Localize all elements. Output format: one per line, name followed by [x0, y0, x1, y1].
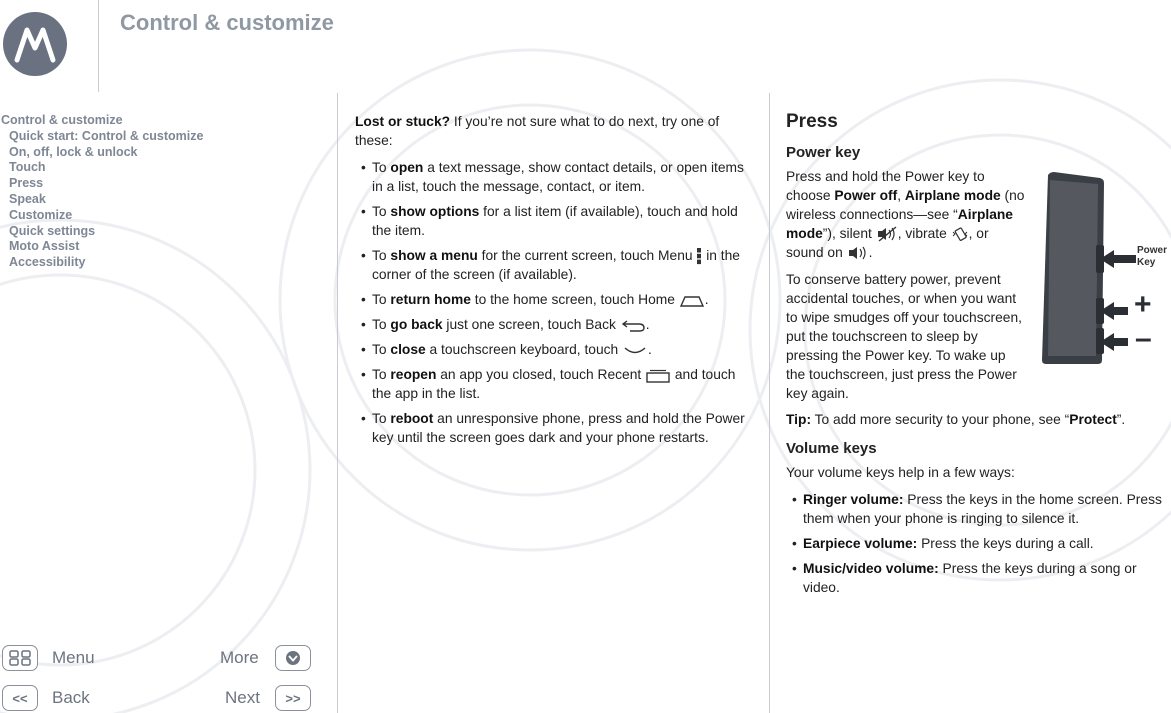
list-item: • To show options for a list item (if available), touch and hold the item. [355, 202, 753, 240]
motorola-m-icon [13, 24, 57, 64]
power-arrow-icon [1100, 250, 1136, 268]
tips-list [355, 158, 753, 447]
toc-item-quick-settings[interactable]: Quick settings [9, 223, 96, 238]
list-item: • Earpiece volume: Press the keys during a call. [786, 534, 1166, 553]
silent-icon [876, 226, 898, 242]
power-key-paragraph-2: To conserve battery power, prevent accidental touches, or when you want to wipe smudges off your touchscreen, put the touchscreen to sleep by pressing the Power key. To wake up the touchscreen, just press the Power key again. [786, 272, 1022, 401]
home-icon [679, 294, 705, 308]
list-item: • To return home to the home screen, touch Home . [355, 290, 753, 309]
volume-list [786, 490, 1166, 597]
volume-down-arrow-icon [1100, 333, 1128, 351]
list-item: • To close a touchscreen keyboard, touch . [355, 340, 753, 359]
vibrate-icon [951, 226, 969, 242]
toc-item-on-off-lock[interactable]: On, off, lock & unlock [9, 144, 138, 159]
minus-label: – [1135, 322, 1152, 355]
volume-intro: Your volume keys help in a few ways: [786, 465, 1015, 480]
next-button[interactable]: >> [275, 685, 311, 711]
recent-apps-icon [645, 369, 671, 383]
back-label[interactable]: Back [52, 688, 90, 707]
toc-item-customize[interactable]: Customize [9, 207, 73, 222]
toc-item-press[interactable]: Press [9, 176, 44, 191]
back-arrow-icon [620, 319, 646, 333]
page-title: Control & customize [120, 10, 334, 35]
motorola-logo[interactable] [3, 12, 67, 76]
toc-item-quick-start[interactable]: Quick start: Control & customize [9, 128, 204, 143]
list-item: • To go back just one screen, touch Back . [355, 315, 753, 334]
menu-label[interactable]: Menu [52, 648, 95, 667]
list-item: • Music/video volume: Press the keys during a song or video. [786, 559, 1166, 597]
column-divider-left [337, 93, 338, 713]
volume-up-arrow-icon [1100, 302, 1128, 320]
toc-title[interactable]: Control & customize [1, 113, 123, 127]
toc-item-speak[interactable]: Speak [9, 191, 46, 206]
sound-on-icon [847, 245, 869, 261]
chevron-down-icon [283, 650, 303, 666]
grid-icon [8, 650, 32, 666]
list-item: • To reopen an app you closed, touch Recent and touch the app in the list. [355, 365, 753, 403]
intro-paragraph [355, 112, 753, 150]
more-button[interactable] [275, 645, 311, 671]
back-button[interactable]: << [2, 685, 38, 711]
list-item: • To show a menu for the current screen, touch Menu in the corner of the screen (if available). [355, 246, 753, 284]
plus-label: + [1134, 288, 1152, 321]
power-key-heading: Power key [786, 144, 861, 161]
list-item: • Ringer volume: Press the keys in the home screen. Press them when your phone is ringing to silence it. [786, 490, 1166, 528]
left-column [355, 112, 753, 453]
keyboard-hide-icon [622, 345, 648, 357]
column-divider-right [769, 93, 770, 713]
list-item: • To reboot an unresponsive phone, press and hold the Power key until the screen goes dark and your phone restarts. [355, 409, 753, 447]
section-heading: Press [786, 111, 838, 132]
intro-bold: Lost or stuck? [355, 114, 451, 129]
menu-button[interactable] [2, 645, 38, 671]
intro-text: If you’re not sure what to do next, try one of these: [355, 114, 720, 148]
toc-item-moto-assist[interactable]: Moto Assist [9, 239, 80, 254]
tip-paragraph: Tip: To add more security to your phone, see “Protect”. [786, 412, 1126, 427]
power-key-label: Power Key [1137, 245, 1168, 268]
volume-keys-heading: Volume keys [786, 440, 877, 457]
table-of-contents [1, 113, 203, 271]
next-label[interactable]: Next [225, 688, 260, 707]
header-divider [98, 0, 99, 92]
more-label[interactable]: More [220, 648, 259, 667]
toc-item-touch[interactable]: Touch [9, 160, 46, 175]
power-key-paragraph: Press and hold the Power key to choose Power off, Airplane mode (no wireless connections—see “Airplane mode”), silent , vibrate , or sound on . [786, 169, 1025, 260]
toc-item-accessibility[interactable]: Accessibility [9, 255, 86, 270]
list-item: • To open a text message, show contact details, or open items in a list, touch the message, contact, or item. [355, 158, 753, 196]
